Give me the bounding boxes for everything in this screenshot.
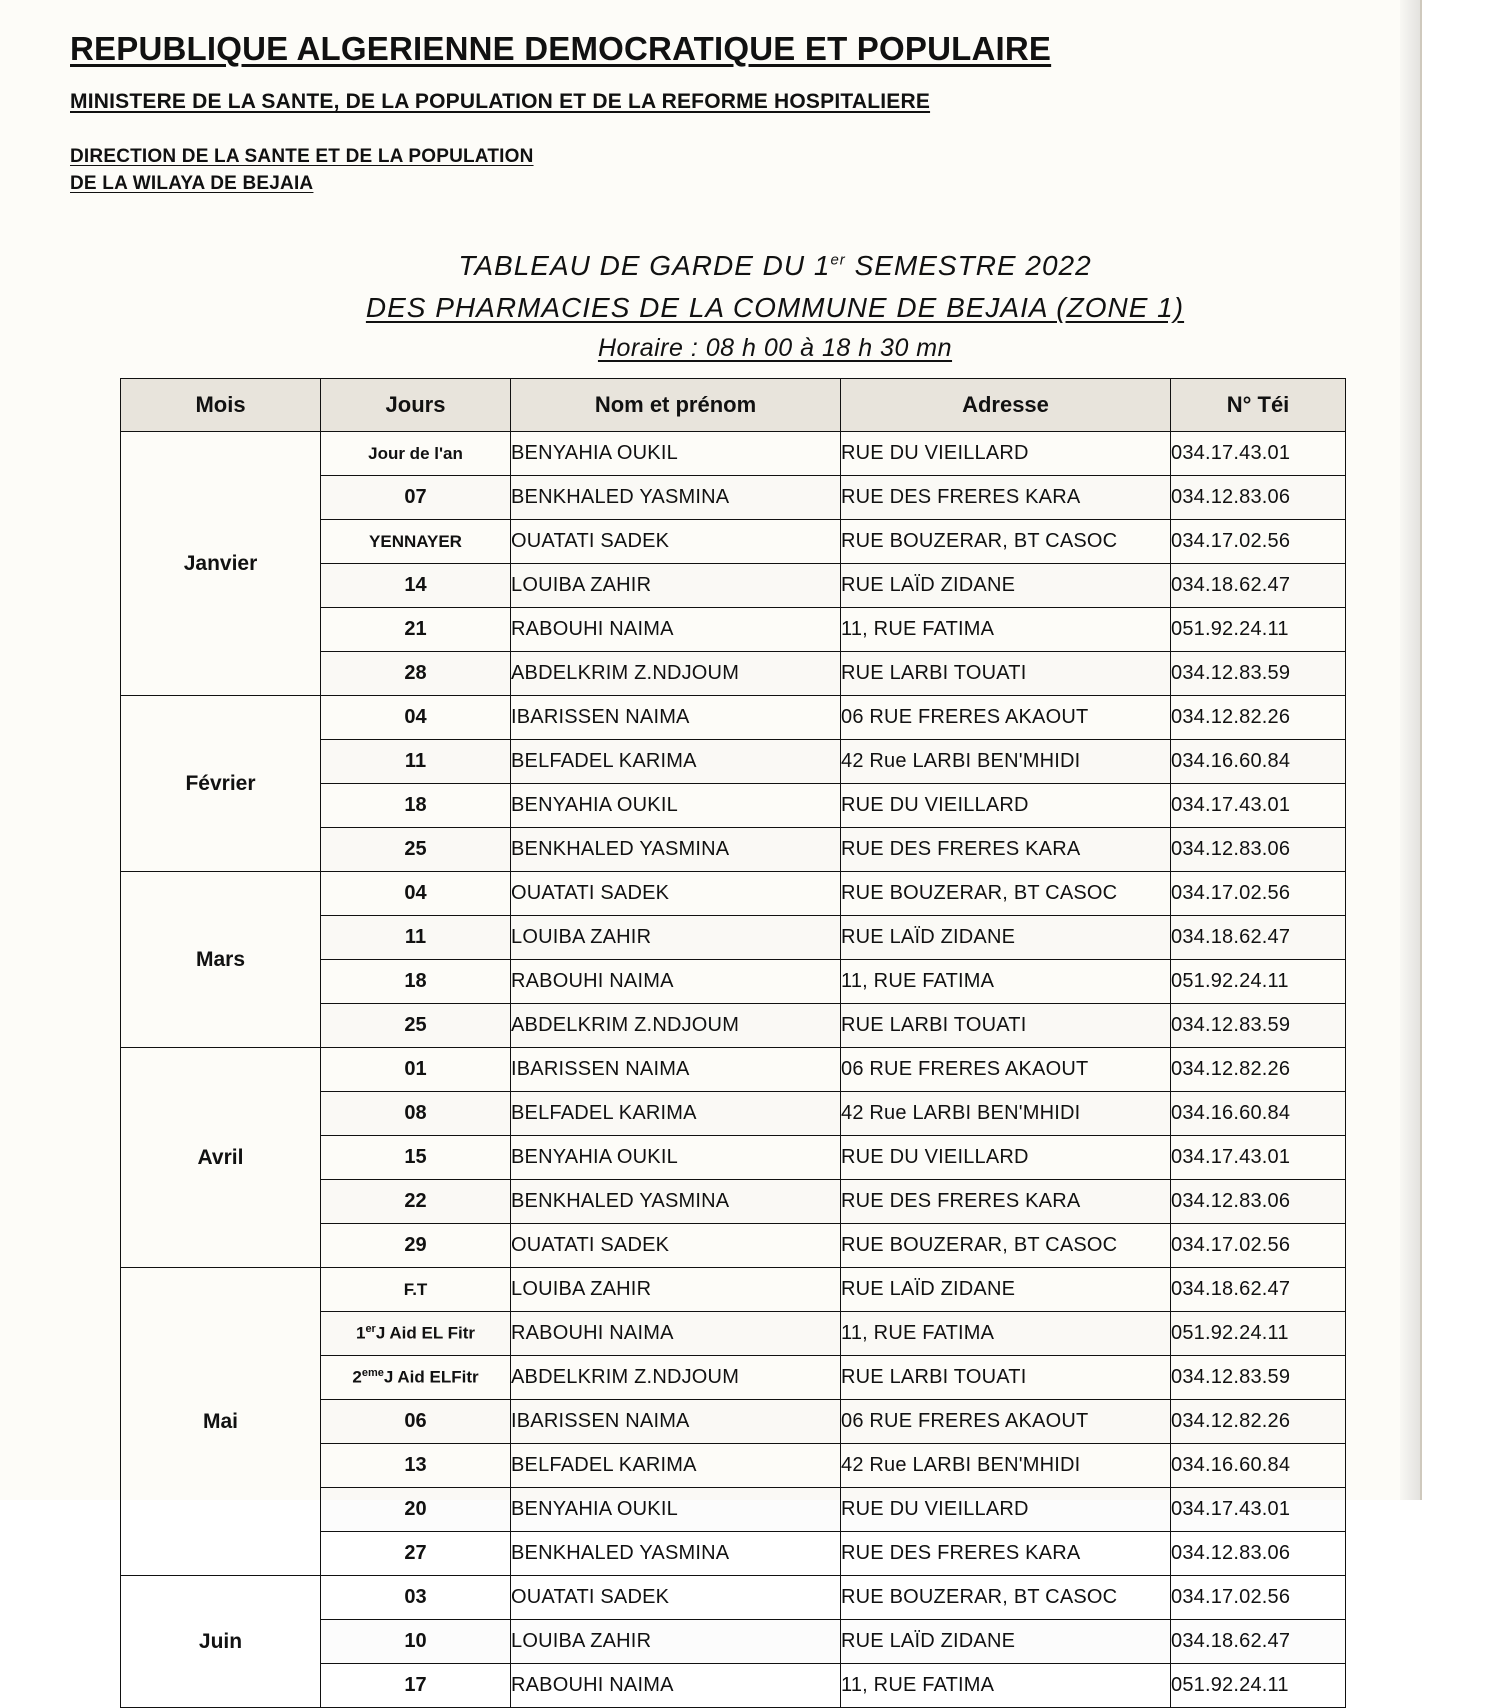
ministry-line: MINISTERE DE LA SANTE, DE LA POPULATION ET DE LA REFORME HOSPITALIERE xyxy=(70,90,931,113)
cell-nom-prenom: BELFADEL KARIMA xyxy=(511,1444,841,1488)
cell-telephone: 051.92.24.11 xyxy=(1171,608,1346,652)
cell-adresse: RUE DES FRERES KARA xyxy=(841,1532,1171,1576)
cell-nom-prenom: BELFADEL KARIMA xyxy=(511,1092,841,1136)
table-row xyxy=(121,872,1346,916)
cell-jours: 2emeJ Aid ELFitr xyxy=(321,1356,511,1400)
cell-jours: 1erJ Aid EL Fitr xyxy=(321,1312,511,1356)
cell-jours: 03 xyxy=(321,1576,511,1620)
cell-nom-prenom: LOUIBA ZAHIR xyxy=(511,1268,841,1312)
column-header-tel: N° Téi xyxy=(1171,379,1346,432)
cell-nom-prenom: IBARISSEN NAIMA xyxy=(511,1400,841,1444)
cell-nom-prenom: BENKHALED YASMINA xyxy=(511,1532,841,1576)
cell-nom-prenom: LOUIBA ZAHIR xyxy=(511,1620,841,1664)
cell-adresse: RUE BOUZERAR, BT CASOC xyxy=(841,872,1171,916)
subtitle-line-3: Horaire : 08 h 00 à 18 h 30 mn xyxy=(597,334,953,362)
table-row xyxy=(121,1576,1346,1620)
column-header-adresse: Adresse xyxy=(841,379,1171,432)
cell-nom-prenom: BENYAHIA OUKIL xyxy=(511,784,841,828)
cell-nom-prenom: BENKHALED YASMINA xyxy=(511,828,841,872)
cell-nom-prenom: BENYAHIA OUKIL xyxy=(511,432,841,476)
cell-telephone: 034.12.82.26 xyxy=(1171,1400,1346,1444)
column-header-nom: Nom et prénom xyxy=(511,379,841,432)
cell-telephone: 034.16.60.84 xyxy=(1171,740,1346,784)
cell-telephone: 034.17.43.01 xyxy=(1171,1488,1346,1532)
cell-telephone: 034.18.62.47 xyxy=(1171,916,1346,960)
cell-nom-prenom: OUATATI SADEK xyxy=(511,1576,841,1620)
cell-nom-prenom: BENYAHIA OUKIL xyxy=(511,1136,841,1180)
cell-jours: 25 xyxy=(321,828,511,872)
cell-adresse: 06 RUE FRERES AKAOUT xyxy=(841,696,1171,740)
cell-nom-prenom: RABOUHI NAIMA xyxy=(511,1312,841,1356)
table-header-row xyxy=(121,379,1346,432)
cell-adresse: RUE DU VIEILLARD xyxy=(841,432,1171,476)
cell-mois: Février xyxy=(121,696,321,872)
cell-nom-prenom: BELFADEL KARIMA xyxy=(511,740,841,784)
cell-nom-prenom: RABOUHI NAIMA xyxy=(511,608,841,652)
cell-jours: 17 xyxy=(321,1664,511,1708)
cell-nom-prenom: RABOUHI NAIMA xyxy=(511,960,841,1004)
page-title: REPUBLIQUE ALGERIENNE DEMOCRATIQUE ET POPULAIRE xyxy=(70,30,1052,67)
cell-mois: Mai xyxy=(121,1268,321,1576)
cell-telephone: 051.92.24.11 xyxy=(1171,1664,1346,1708)
column-header-jours: Jours xyxy=(321,379,511,432)
cell-telephone: 034.16.60.84 xyxy=(1171,1444,1346,1488)
cell-jours: 28 xyxy=(321,652,511,696)
cell-jours: 11 xyxy=(321,740,511,784)
cell-adresse: 11, RUE FATIMA xyxy=(841,960,1171,1004)
cell-jours: 18 xyxy=(321,784,511,828)
cell-adresse: RUE LAÏD ZIDANE xyxy=(841,1620,1171,1664)
cell-telephone: 034.12.83.06 xyxy=(1171,1180,1346,1224)
cell-telephone: 051.92.24.11 xyxy=(1171,1312,1346,1356)
cell-adresse: RUE BOUZERAR, BT CASOC xyxy=(841,520,1171,564)
cell-adresse: RUE LAÏD ZIDANE xyxy=(841,564,1171,608)
direction-line-2: DE LA WILAYA DE BEJAIA xyxy=(70,173,314,194)
page-right-margin xyxy=(1420,0,1502,1500)
table-row xyxy=(121,696,1346,740)
cell-jours: 10 xyxy=(321,1620,511,1664)
cell-nom-prenom: BENKHALED YASMINA xyxy=(511,1180,841,1224)
cell-adresse: RUE DU VIEILLARD xyxy=(841,784,1171,828)
direction-line-1: DIRECTION DE LA SANTE ET DE LA POPULATION xyxy=(70,146,534,167)
scan-edge-shadow xyxy=(1400,0,1420,1500)
cell-telephone: 034.18.62.47 xyxy=(1171,564,1346,608)
subtitle-line-1 xyxy=(250,250,1300,282)
subtitle-line-1-post: SEMESTRE 2022 xyxy=(845,250,1092,281)
cell-jours: 01 xyxy=(321,1048,511,1092)
table-body xyxy=(121,432,1346,1708)
table-row xyxy=(121,432,1346,476)
cell-adresse: 42 Rue LARBI BEN'MHIDI xyxy=(841,1444,1171,1488)
cell-adresse: RUE LAÏD ZIDANE xyxy=(841,1268,1171,1312)
cell-adresse: RUE LAÏD ZIDANE xyxy=(841,916,1171,960)
cell-jours: 25 xyxy=(321,1004,511,1048)
cell-nom-prenom: ABDELKRIM Z.NDJOUM xyxy=(511,652,841,696)
cell-jours: 08 xyxy=(321,1092,511,1136)
cell-nom-prenom: IBARISSEN NAIMA xyxy=(511,1048,841,1092)
cell-adresse: 42 Rue LARBI BEN'MHIDI xyxy=(841,740,1171,784)
cell-telephone: 034.12.83.59 xyxy=(1171,1356,1346,1400)
cell-jours: 29 xyxy=(321,1224,511,1268)
cell-jours: 06 xyxy=(321,1400,511,1444)
cell-adresse: RUE DES FRERES KARA xyxy=(841,828,1171,872)
cell-jours: 20 xyxy=(321,1488,511,1532)
cell-adresse: RUE LARBI TOUATI xyxy=(841,1356,1171,1400)
cell-telephone: 034.12.83.59 xyxy=(1171,1004,1346,1048)
document-subtitle-block xyxy=(250,250,1300,363)
cell-adresse: 06 RUE FRERES AKAOUT xyxy=(841,1048,1171,1092)
cell-adresse: 11, RUE FATIMA xyxy=(841,608,1171,652)
cell-adresse: RUE DU VIEILLARD xyxy=(841,1136,1171,1180)
cell-nom-prenom: IBARISSEN NAIMA xyxy=(511,696,841,740)
cell-adresse: 06 RUE FRERES AKAOUT xyxy=(841,1400,1171,1444)
cell-mois: Janvier xyxy=(121,432,321,696)
cell-mois: Juin xyxy=(121,1576,321,1708)
cell-mois: Avril xyxy=(121,1048,321,1268)
cell-nom-prenom: LOUIBA ZAHIR xyxy=(511,916,841,960)
cell-jours: 22 xyxy=(321,1180,511,1224)
cell-adresse: RUE DU VIEILLARD xyxy=(841,1488,1171,1532)
cell-telephone: 034.17.02.56 xyxy=(1171,1576,1346,1620)
cell-adresse: RUE LARBI TOUATI xyxy=(841,652,1171,696)
cell-adresse: RUE BOUZERAR, BT CASOC xyxy=(841,1576,1171,1620)
subtitle-line-2: DES PHARMACIES DE LA COMMUNE DE BEJAIA (ZONE 1) xyxy=(365,292,1185,323)
cell-nom-prenom: ABDELKRIM Z.NDJOUM xyxy=(511,1356,841,1400)
cell-nom-prenom: OUATATI SADEK xyxy=(511,1224,841,1268)
cell-adresse: RUE DES FRERES KARA xyxy=(841,476,1171,520)
direction-lines xyxy=(70,143,534,197)
cell-telephone: 034.12.83.06 xyxy=(1171,1532,1346,1576)
cell-adresse: 42 Rue LARBI BEN'MHIDI xyxy=(841,1092,1171,1136)
cell-telephone: 034.17.43.01 xyxy=(1171,432,1346,476)
cell-jours: Jour de l'an xyxy=(321,432,511,476)
cell-jours: 27 xyxy=(321,1532,511,1576)
cell-telephone: 034.12.83.06 xyxy=(1171,828,1346,872)
cell-telephone: 034.17.43.01 xyxy=(1171,1136,1346,1180)
cell-nom-prenom: LOUIBA ZAHIR xyxy=(511,564,841,608)
cell-nom-prenom: RABOUHI NAIMA xyxy=(511,1664,841,1708)
cell-jours: 04 xyxy=(321,872,511,916)
cell-telephone: 034.17.43.01 xyxy=(1171,784,1346,828)
cell-nom-prenom: ABDELKRIM Z.NDJOUM xyxy=(511,1004,841,1048)
cell-jours: 21 xyxy=(321,608,511,652)
cell-nom-prenom: OUATATI SADEK xyxy=(511,872,841,916)
table-row xyxy=(121,1048,1346,1092)
cell-jours: 11 xyxy=(321,916,511,960)
cell-telephone: 034.16.60.84 xyxy=(1171,1092,1346,1136)
guard-schedule-table xyxy=(120,378,1346,1708)
cell-telephone: 034.12.83.06 xyxy=(1171,476,1346,520)
cell-jours: 04 xyxy=(321,696,511,740)
cell-adresse: 11, RUE FATIMA xyxy=(841,1312,1171,1356)
cell-adresse: RUE DES FRERES KARA xyxy=(841,1180,1171,1224)
cell-telephone: 034.12.82.26 xyxy=(1171,696,1346,740)
cell-telephone: 034.12.82.26 xyxy=(1171,1048,1346,1092)
cell-jours: F.T xyxy=(321,1268,511,1312)
subtitle-line-1-sup: er xyxy=(830,251,846,269)
cell-telephone: 034.17.02.56 xyxy=(1171,520,1346,564)
column-header-mois: Mois xyxy=(121,379,321,432)
cell-jours: 15 xyxy=(321,1136,511,1180)
cell-adresse: 11, RUE FATIMA xyxy=(841,1664,1171,1708)
cell-nom-prenom: OUATATI SADEK xyxy=(511,520,841,564)
cell-nom-prenom: BENKHALED YASMINA xyxy=(511,476,841,520)
cell-jours: 13 xyxy=(321,1444,511,1488)
cell-adresse: RUE BOUZERAR, BT CASOC xyxy=(841,1224,1171,1268)
cell-adresse: RUE LARBI TOUATI xyxy=(841,1004,1171,1048)
cell-telephone: 034.17.02.56 xyxy=(1171,1224,1346,1268)
cell-jours: 14 xyxy=(321,564,511,608)
cell-telephone: 034.18.62.47 xyxy=(1171,1268,1346,1312)
cell-telephone: 034.12.83.59 xyxy=(1171,652,1346,696)
cell-jours: 07 xyxy=(321,476,511,520)
cell-jours: 18 xyxy=(321,960,511,1004)
cell-jours: YENNAYER xyxy=(321,520,511,564)
cell-telephone: 051.92.24.11 xyxy=(1171,960,1346,1004)
cell-telephone: 034.18.62.47 xyxy=(1171,1620,1346,1664)
table-row xyxy=(121,1268,1346,1312)
cell-mois: Mars xyxy=(121,872,321,1048)
subtitle-line-1-pre: TABLEAU DE GARDE DU 1 xyxy=(458,250,831,281)
cell-nom-prenom: BENYAHIA OUKIL xyxy=(511,1488,841,1532)
cell-telephone: 034.17.02.56 xyxy=(1171,872,1346,916)
